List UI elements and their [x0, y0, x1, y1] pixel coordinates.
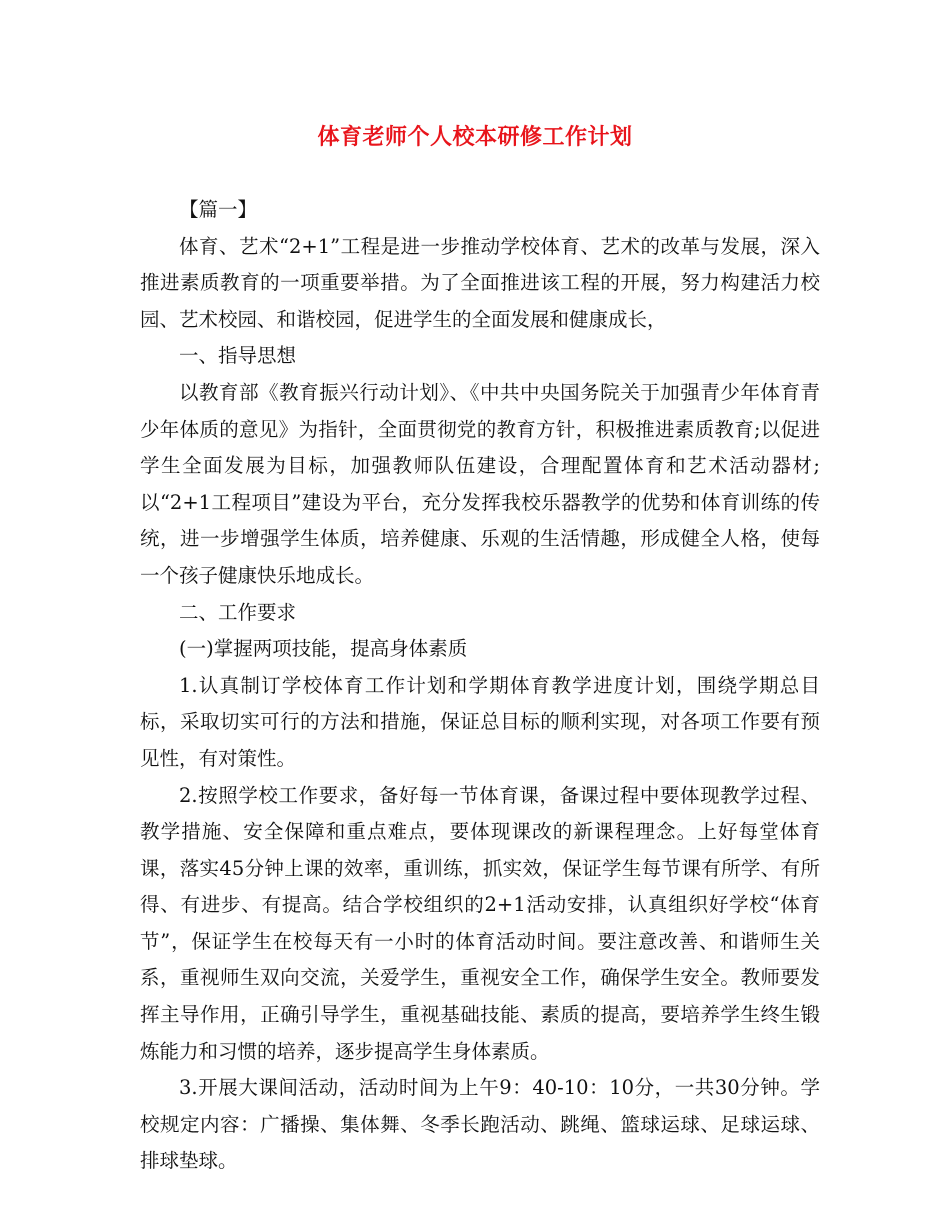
heading-guiding-thought: 一、指导思想 [179, 344, 297, 368]
subheading-two-skills: (一)掌握两项技能，提高身体素质 [179, 637, 468, 661]
section-tag: 【篇一】 [179, 198, 258, 221]
item-3-paragraph: 3.开展大课间活动，活动时间为上午9：40-10：10分，一共30分钟。学校规定内容：广播操、集体舞、冬季长跑活动、跳绳、篮球运球、足球运球、排球垫球。 [140, 1076, 820, 1173]
document-body [140, 192, 820, 1180]
document-title: 体育老师个人校本研修工作计划 [317, 125, 633, 150]
intro-paragraph: 体育、艺术“2+1”工程是进一步推动学校体育、艺术的改革与发展，深入推进素质教育的一项重要举措。为了全面推进该工程的开展，努力构建活力校园、艺术校园、和谐校园，促进学生的全面发展和健康成长， [140, 234, 820, 331]
heading-work-requirements: 二、工作要求 [179, 600, 297, 624]
item-2-paragraph: 2.按照学校工作要求，备好每一节体育课，备课过程中要体现教学过程、教学措施、安全保障和重点难点，要体现课改的新课程理念。上好每堂体育课，落实45分钟上课的效率，重训练，抓实效，保证学生每节课有所学、有所得、有进步、有提高。结合学校组织的2+1活动安排，认真组织好学校“体育节”，保证学生在校每天有一小时的体育活动时间。要注意改善、和谐师生关系，重视师生双向交流，关爱学生，重视安全工作，确保学生安全。教师要发挥主导作用，正确引导学生，重视基础技能、素质的提高，要培养学生终生锻炼能力和习惯的培养，逐步提高学生身体素质。 [140, 783, 820, 1063]
item-1-paragraph: 1.认真制订学校体育工作计划和学期体育教学进度计划，围绕学期总目标，采取切实可行的方法和措施，保证总目标的顺利实现，对各项工作要有预见性，有对策性。 [140, 673, 820, 770]
guiding-thought-paragraph: 以教育部《教育振兴行动计划》、《中共中央国务院关于加强青少年体育青少年体质的意见》为指针，全面贯彻党的教育方针，积极推进素质教育;以促进学生全面发展为目标，加强教师队伍建设，合理配置体育和艺术活动器材;以“2+1工程项目”建设为平台，充分发挥我校乐器教学的优势和体育训练的传统，进一步增强学生体质，培养健康、乐观的生活情趣，形成健全人格，使每一个孩子健康快乐地成长。 [140, 380, 820, 587]
